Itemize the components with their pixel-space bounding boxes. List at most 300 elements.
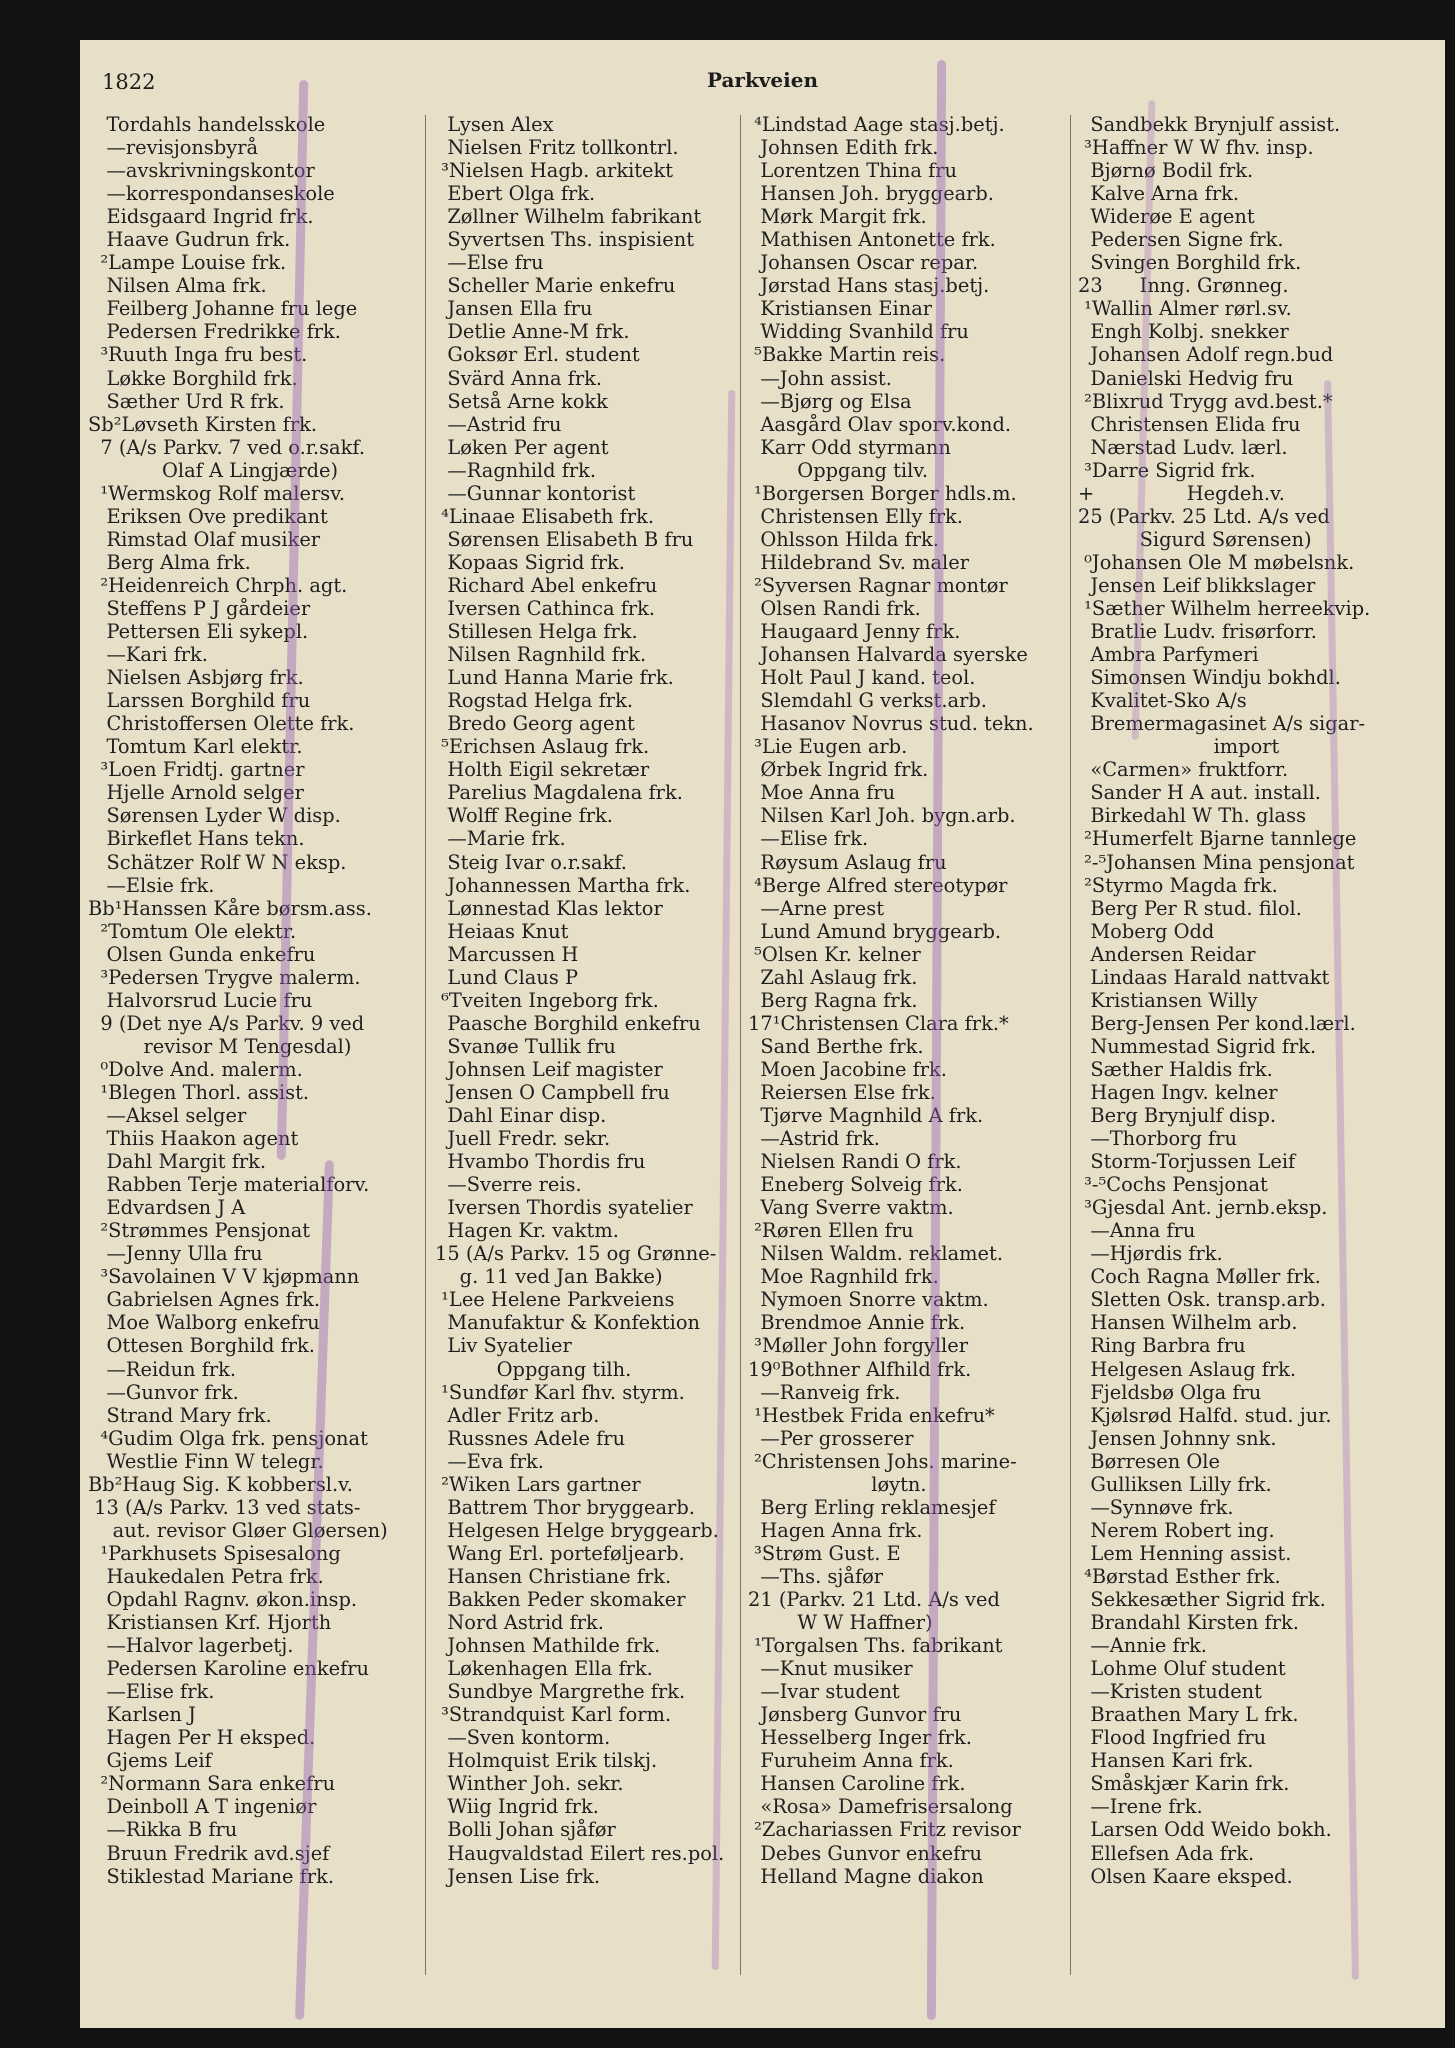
listing-line: Sørensen Lyder W disp. [88, 804, 341, 828]
listing-line: Sigurd Sørensen) [1078, 527, 1312, 551]
listing-line: Bruun Fredrik avd.sjef [88, 1841, 330, 1865]
listing-line: Helland Magne diakon [748, 1864, 984, 1888]
listing-line: Berg Brynjulf disp. [1078, 1104, 1277, 1128]
listing-line: Nerem Robert ing. [1078, 1518, 1275, 1542]
listing-line: Berg-Jensen Per kond.lærl. [1078, 1011, 1356, 1035]
listing-line: Fjeldsbø Olga fru [1078, 1380, 1262, 1404]
listing-line: Strand Mary frk. [88, 1403, 272, 1427]
listing-line: Scheller Marie enkefru [435, 274, 676, 298]
listing-line: —Gunnar kontorist [435, 481, 636, 505]
listing-line: Parelius Magdalena frk. [435, 781, 683, 805]
listing-line: Nielsen Asbjørg frk. [88, 666, 304, 690]
listing-line: Helgesen Aslaug frk. [1078, 1357, 1297, 1381]
listing-line: Løkenhagen Ella frk. [435, 1657, 653, 1681]
listing-line: 25 (Parkv. 25 Ltd. A/s ved [1078, 504, 1330, 528]
listing-line: Ebert Olga frk. [435, 182, 596, 206]
listing-line: —Kari frk. [88, 643, 208, 667]
listing-line: Jensen O Campbell fru [435, 1080, 670, 1104]
listing-line: ³-⁵Cochs Pensjonat [1078, 1173, 1268, 1197]
listing-line: 13 (A/s Parkv. 13 ved stats- [88, 1495, 361, 1519]
listing-line: løytn. [748, 1472, 927, 1496]
listing-line: Juell Fredr. sekr. [435, 1127, 611, 1151]
listing-line: —Ranveig frk. [748, 1380, 901, 1404]
listing-line: —Rikka B fru [88, 1818, 238, 1842]
listing-line: Svingen Borghild frk. [1078, 251, 1302, 275]
listing-line: Larssen Borghild fru [88, 689, 311, 713]
listing-line: Sæther Haldis frk. [1078, 1057, 1273, 1081]
listing-line: Jørstad Hans stasj.betj. [748, 274, 990, 298]
listing-line: —Sven kontorm. [435, 1726, 611, 1750]
listing-line: ²Strømmes Pensjonat [88, 1219, 311, 1243]
listing-line: Christensen Elly frk. [748, 504, 963, 528]
listing-line: Russnes Adele fru [435, 1426, 626, 1450]
listing-line: —Kristen student [1078, 1680, 1262, 1704]
listing-line: —Anna fru [1078, 1219, 1196, 1243]
column-divider [1070, 115, 1071, 1975]
listing-line: Haugvaldstad Eilert res.pol. [435, 1841, 725, 1865]
listing-line: ⁵Erichsen Aslaug frk. [435, 735, 650, 759]
listing-line: Børresen Ole [1078, 1449, 1220, 1473]
listing-line: —Eva frk. [435, 1449, 544, 1473]
listing-line: ²Blixrud Trygg avd.best.* [1078, 389, 1333, 413]
listing-line: ²Syversen Ragnar montør [748, 573, 1008, 597]
listing-line: Nilsen Waldm. reklamet. [748, 1242, 1003, 1266]
listing-line: import [1078, 735, 1280, 759]
directory-column-3 [748, 113, 1068, 1888]
listing-line: Bakken Peder skomaker [435, 1588, 686, 1611]
listing-line: Rogstad Helga frk. [435, 689, 633, 713]
listing-line: —Annie frk. [1078, 1634, 1207, 1658]
listing-line: Coch Ragna Møller frk. [1078, 1265, 1321, 1289]
listing-line: ¹Sundfør Karl fhv. styrm. [435, 1380, 685, 1404]
listing-line: ¹Parkhusets Spisesalong [88, 1541, 341, 1565]
listing-line: Paasche Borghild enkefru [435, 1011, 701, 1035]
listing-line: Manufaktur & Konfektion [435, 1311, 701, 1335]
listing-line: Moen Jacobine frk. [748, 1057, 947, 1081]
listing-line: ³Pedersen Trygve malerm. [88, 965, 361, 989]
listing-line: Wang Erl. porteføljearb. [435, 1541, 685, 1565]
listing-line: ²-⁵Johansen Mina pensjonat [1078, 850, 1355, 874]
listing-line: Birkeflet Hans tekn. [88, 827, 305, 851]
listing-line: Nilsen Karl Joh. bygn.arb. [748, 804, 1016, 828]
listing-line: —korrespondanseskole [88, 182, 335, 206]
listing-line: Sander H A aut. install. [1078, 781, 1321, 805]
listing-line: ³Savolainen V V kjøpmann [88, 1265, 360, 1289]
listing-line: Bredo Georg agent [435, 712, 635, 736]
listing-line: Hagen Anna frk. [748, 1518, 923, 1542]
listing-line: Nummestad Sigrid frk. [1078, 1034, 1317, 1058]
listing-line: Edvardsen J A [88, 1196, 246, 1220]
listing-line: Steffens P J gårdeier [88, 596, 311, 620]
listing-line: Flood Ingfried fru [1078, 1726, 1267, 1750]
listing-line: Nærstad Ludv. lærl. [1078, 435, 1288, 459]
listing-line: Mørk Margit frk. [748, 205, 927, 229]
listing-line: ¹Lee Helene Parkveiens [435, 1288, 675, 1312]
listing-line: Sundbye Margrethe frk. [435, 1680, 686, 1704]
listing-line: Røysum Aslaug fru [748, 850, 947, 874]
listing-line: Svärd Anna frk. [435, 366, 603, 390]
listing-line: + Hegdeh.v. [1078, 481, 1285, 505]
listing-line: Haukedalen Petra frk. [88, 1564, 324, 1588]
listing-line: Marcussen H [435, 942, 579, 966]
listing-line: Berg Per R stud. filol. [1078, 896, 1302, 920]
listing-line: Lund Amund bryggearb. [748, 919, 1002, 943]
listing-line: Gabrielsen Agnes frk. [88, 1288, 321, 1312]
listing-line: ¹Sæther Wilhelm herreekvip. [1078, 596, 1371, 620]
listing-line: Sørensen Elisabeth B fru [435, 527, 694, 551]
listing-line: Hildebrand Sv. maler [748, 550, 969, 574]
listing-line: ⁴Lindstad Aage stasj.betj. [748, 113, 1005, 136]
listing-line: Karlsen J [88, 1703, 196, 1727]
listing-line: Opdahl Ragnv. økon.insp. [88, 1588, 358, 1611]
listing-line: —Synnøve frk. [1078, 1495, 1234, 1519]
listing-line: —Aksel selger [88, 1104, 247, 1128]
listing-line: ⁴Gudim Olga frk. pensjonat [88, 1426, 368, 1450]
listing-line: Nielsen Fritz tollkontrl. [435, 136, 679, 160]
listing-line: —Thorborg fru [1078, 1127, 1237, 1151]
listing-line: Jensen Lise frk. [435, 1864, 601, 1888]
listing-line: Gulliksen Lilly frk. [1078, 1472, 1272, 1496]
listing-line: Svanøe Tullik fru [435, 1034, 616, 1058]
listing-line: ²Røren Ellen fru [748, 1219, 914, 1243]
listing-line: ²Wiken Lars gartner [435, 1472, 641, 1496]
listing-line: Berg Alma frk. [88, 550, 251, 574]
listing-line: 9 (Det nye A/s Parkv. 9 ved [88, 1011, 365, 1035]
listing-line: «Carmen» fruktforr. [1078, 758, 1289, 782]
listing-line: Olsen Kaare eksped. [1078, 1864, 1293, 1888]
listing-line: Lund Claus P [435, 965, 579, 989]
listing-line: Liv Syatelier [435, 1334, 572, 1358]
listing-line: Hagen Ingv. kelner [1078, 1080, 1278, 1104]
listing-line: Aasgård Olav sporv.kond. [748, 412, 1012, 436]
listing-line: Richard Abel enkefru [435, 573, 658, 597]
listing-line: ²Heidenreich Chrph. agt. [88, 573, 348, 597]
listing-line: Christensen Elida fru [1078, 412, 1301, 436]
listing-line: Lund Hanna Marie frk. [435, 666, 674, 690]
listing-line: Holth Eigil sekretær [435, 758, 650, 782]
listing-line: ¹Borgersen Borger hdls.m. [748, 481, 1017, 505]
listing-line: Zahl Aslaug frk. [748, 965, 918, 989]
listing-line: Reiersen Else frk. [748, 1080, 936, 1104]
listing-line: Bratlie Ludv. frisørforr. [1078, 620, 1317, 644]
listing-line: Nilsen Ragnhild frk. [435, 643, 647, 667]
listing-line: Ambra Parfymeri [1078, 643, 1259, 667]
listing-line: ²Lampe Louise frk. [88, 251, 287, 275]
listing-line: ¹Wallin Almer rørl.sv. [1078, 297, 1292, 321]
listing-line: Kalve Arna frk. [1078, 182, 1240, 206]
listing-line: Deinboll A T ingeniør [88, 1795, 317, 1819]
listing-line: Widding Svanhild fru [748, 320, 969, 344]
listing-line: Zøllner Wilhelm fabrikant [435, 205, 702, 229]
listing-line: Nielsen Randi O frk. [748, 1150, 962, 1174]
page-number: 1822 [102, 70, 156, 94]
listing-line: Sand Berthe frk. [748, 1034, 924, 1058]
listing-line: —Elise frk. [88, 1680, 215, 1704]
listing-line: ³Møller John forgyller [748, 1334, 969, 1358]
listing-line: Johnsen Edith frk. [748, 136, 939, 160]
listing-line: ²Normann Sara enkefru [88, 1772, 336, 1796]
listing-line: Birkedahl W Th. glass [1078, 804, 1307, 828]
listing-line: Andersen Reidar [1078, 942, 1256, 966]
listing-line: Holmquist Erik tilskj. [435, 1749, 658, 1773]
listing-line: Helgesen Helge bryggearb. [435, 1518, 719, 1542]
listing-line: Pettersen Eli sykepl. [88, 620, 309, 644]
listing-line: Sandbekk Brynjulf assist. [1078, 113, 1341, 136]
listing-line: Gjems Leif [88, 1749, 212, 1773]
listing-line: Lindaas Harald nattvakt [1078, 965, 1330, 989]
listing-line: Larsen Odd Weido bokh. [1078, 1818, 1332, 1842]
listing-line: Debes Gunvor enkefru [748, 1841, 983, 1865]
listing-line: Kopaas Sigrid frk. [435, 550, 625, 574]
listing-line: —Halvor lagerbetj. [88, 1634, 294, 1658]
listing-line: aut. revisor Gløer Gløersen) [88, 1518, 388, 1542]
listing-line: Hasanov Novrus stud. tekn. [748, 712, 1034, 736]
listing-line: Lorentzen Thina fru [748, 159, 958, 183]
listing-line: ⁴Linaae Elisabeth frk. [435, 504, 655, 528]
listing-line: Bb¹Hanssen Kåre børsm.ass. [88, 896, 372, 920]
listing-line: Haave Gudrun frk. [88, 228, 291, 252]
listing-line: Kristiansen Willy [1078, 988, 1258, 1012]
listing-line: Karr Odd styrmann [748, 435, 951, 459]
listing-line: 19⁰Bothner Alfhild frk. [748, 1357, 972, 1381]
listing-line: —Bjørg og Elsa [748, 389, 912, 413]
listing-line: —revisjonsbyrå [88, 136, 259, 160]
listing-line: ²Styrmo Magda frk. [1078, 873, 1278, 897]
listing-line: Hvambo Thordis fru [435, 1150, 646, 1174]
listing-line: ⁰Dolve And. malerm. [88, 1057, 303, 1081]
listing-line: —Jenny Ulla fru [88, 1242, 263, 1266]
listing-line: Johansen Oscar repar. [748, 251, 979, 275]
listing-line: Moe Anna fru [748, 781, 896, 805]
listing-line: ³Loen Fridtj. gartner [88, 758, 305, 782]
listing-line: Christoffersen Olette frk. [88, 712, 355, 736]
listing-line: Bremermagasinet A/s sigar- [1078, 712, 1366, 736]
listing-line: Furuheim Anna frk. [748, 1749, 954, 1773]
listing-line: Winther Joh. sekr. [435, 1772, 624, 1796]
listing-line: ³Gjesdal Ant. jernb.eksp. [1078, 1196, 1328, 1220]
listing-line: Iversen Thordis syatelier [435, 1196, 693, 1220]
listing-line: —Ragnhild frk. [435, 458, 597, 482]
listing-line: Ørbek Ingrid frk. [748, 758, 929, 782]
listing-line: Eriksen Ove predikant [88, 504, 328, 528]
directory-column-4 [1078, 113, 1438, 1888]
column-divider [425, 115, 426, 1975]
listing-line: ¹Hestbek Frida enkefru* [748, 1403, 995, 1427]
listing-line: Hansen Christiane frk. [435, 1564, 672, 1588]
listing-line: revisor M Tengesdal) [88, 1034, 352, 1058]
listing-line: Iversen Cathinca frk. [435, 596, 656, 620]
listing-line: —Ths. sjåfør [748, 1564, 884, 1588]
listing-line: Stillesen Helga frk. [435, 620, 638, 644]
listing-line: Brendmoe Annie frk. [748, 1311, 966, 1335]
listing-line: W W Haffner) [748, 1611, 933, 1635]
listing-line: —Elise frk. [748, 827, 869, 851]
listing-line: Simonsen Windju bokhdl. [1078, 666, 1341, 690]
listing-line: Schätzer Rolf W N eksp. [88, 850, 347, 874]
listing-line: Dahl Margit frk. [88, 1150, 267, 1174]
listing-line: ²Christensen Johs. marine- [748, 1449, 1017, 1473]
listing-line: Stiklestad Mariane frk. [88, 1864, 335, 1888]
listing-line: ³Darre Sigrid frk. [1078, 458, 1256, 482]
listing-line: Syvertsen Ths. inspisient [435, 228, 694, 252]
listing-line: Kjølsrød Halfd. stud. jur. [1078, 1403, 1332, 1427]
listing-line: Bjørnø Bodil frk. [1078, 159, 1254, 183]
listing-line: ³Haffner W W fhv. insp. [1078, 136, 1314, 160]
listing-line: Tordahls handelsskole [88, 113, 326, 136]
listing-line: Tjørve Magnhild A frk. [748, 1104, 984, 1128]
listing-line: Eidsgaard Ingrid frk. [88, 205, 314, 229]
listing-line: Moberg Odd [1078, 919, 1215, 943]
listing-line: ³Lie Eugen arb. [748, 735, 908, 759]
listing-line: —Per grosserer [748, 1426, 914, 1450]
listing-line: «Rosa» Damefrisersalong [748, 1795, 1013, 1819]
listing-line: ³Nielsen Hagb. arkitekt [435, 159, 674, 183]
listing-line: Goksør Erl. student [435, 343, 640, 367]
listing-line: Kristiansen Einar [748, 297, 933, 321]
listing-line: ⁴Berge Alfred stereotypør [748, 873, 1008, 897]
listing-line: Jønsberg Gunvor fru [748, 1703, 962, 1727]
listing-line: ⁵Olsen Kr. kelner [748, 942, 921, 966]
listing-line: Eneberg Solveig frk. [748, 1173, 963, 1197]
listing-line: Storm-Torjussen Leif [1078, 1150, 1296, 1174]
listing-line: Ellefsen Ada frk. [1078, 1841, 1255, 1865]
listing-line: g. 11 ved Jan Bakke) [435, 1265, 663, 1289]
listing-line: ¹Torgalsen Ths. fabrikant [748, 1634, 1003, 1658]
listing-line: Hansen Kari frk. [1078, 1749, 1254, 1773]
listing-line: Heiaas Knut [435, 919, 569, 943]
listing-line: ³Ruuth Inga fru best. [88, 343, 308, 367]
listing-line: Olaf A Lingjærde) [88, 458, 339, 482]
listing-line: Lohme Oluf student [1078, 1657, 1286, 1681]
listing-line: —Astrid fru [435, 412, 562, 436]
listing-line: ³Strandquist Karl form. [435, 1703, 672, 1727]
listing-line: Berg Erling reklamesjef [748, 1495, 996, 1519]
listing-line: —Knut musiker [748, 1657, 913, 1681]
listing-line: —Hjørdis frk. [1078, 1242, 1223, 1266]
listing-line: —Ivar student [748, 1680, 900, 1704]
listing-line: Johansen Adolf regn.bud [1078, 343, 1334, 367]
listing-line: Sæther Urd R frk. [88, 389, 285, 413]
listing-line: Sb²Løvseth Kirsten frk. [88, 412, 318, 436]
listing-line: Jensen Johnny snk. [1078, 1426, 1277, 1450]
listing-line: ²Zachariassen Fritz revisor [748, 1818, 1021, 1842]
listing-line: 17¹Christensen Clara frk.* [748, 1011, 1009, 1035]
listing-line: —Irene frk. [1078, 1795, 1203, 1819]
listing-line: Johnsen Mathilde frk. [435, 1634, 661, 1658]
listing-line: —John assist. [748, 366, 892, 390]
listing-line: Sekkesæther Sigrid frk. [1078, 1588, 1326, 1611]
listing-line: Nilsen Alma frk. [88, 274, 267, 298]
listing-line: Lem Henning assist. [1078, 1541, 1292, 1565]
listing-line: —Gunvor frk. [88, 1380, 239, 1404]
listing-line: Hagen Per H eksped. [88, 1726, 316, 1750]
listing-line: Bolli Johan sjåfør [435, 1818, 616, 1842]
listing-line: —Reidun frk. [88, 1357, 237, 1381]
listing-line: Lønnestad Klas lektor [435, 896, 663, 920]
listing-line: Rimstad Olaf musiker [88, 527, 321, 551]
listing-line: ⁶Tveiten Ingeborg frk. [435, 988, 659, 1012]
listing-line: Moe Ragnhild frk. [748, 1265, 939, 1289]
listing-line: Vang Sverre vaktm. [748, 1196, 954, 1220]
listing-line: ³Strøm Gust. E [748, 1541, 901, 1565]
listing-line: 23 Inng. Grønneg. [1078, 274, 1289, 298]
listing-line: Rabben Terje materialforv. [88, 1173, 370, 1197]
listing-line: Widerøe E agent [1078, 205, 1255, 229]
listing-line: —Astrid frk. [748, 1127, 880, 1151]
listing-line: Slemdahl G verkst.arb. [748, 689, 987, 713]
listing-line: Hagen Kr. vaktm. [435, 1219, 619, 1243]
listing-line: Pedersen Signe frk. [1078, 228, 1284, 252]
listing-line: Danielski Hedvig fru [1078, 366, 1294, 390]
listing-line: —Sverre reis. [435, 1173, 582, 1197]
listing-line: Detlie Anne-M frk. [435, 320, 630, 344]
listing-line: Hansen Caroline frk. [748, 1772, 966, 1796]
listing-line: Haugaard Jenny frk. [748, 620, 961, 644]
listing-line: —Else fru [435, 251, 544, 275]
listing-line: ²Tomtum Ole elektr. [88, 919, 297, 943]
listing-line: Løken Per agent [435, 435, 609, 459]
listing-line: Lysen Alex [435, 113, 554, 136]
listing-line: ⁵Bakke Martin reis. [748, 343, 946, 367]
listing-line: Ottesen Borghild frk. [88, 1334, 315, 1358]
listing-line: ²Humerfelt Bjarne tannlege [1078, 827, 1357, 851]
listing-line: Oppgang tilh. [435, 1357, 632, 1381]
listing-line: 21 (Parkv. 21 Ltd. A/s ved [748, 1588, 1000, 1611]
listing-line: Braathen Mary L frk. [1078, 1703, 1299, 1727]
listing-line: —Marie frk. [435, 827, 566, 851]
listing-line: Moe Walborg enkefru [88, 1311, 320, 1335]
listing-line: Nord Astrid frk. [435, 1611, 604, 1635]
listing-line: Brandahl Kirsten frk. [1078, 1611, 1299, 1635]
listing-line: Kristiansen Krf. Hjorth [88, 1611, 332, 1635]
listing-line: ¹Blegen Thorl. assist. [88, 1080, 310, 1104]
listing-line: Olsen Randi frk. [748, 596, 921, 620]
listing-line: 7 (A/s Parkv. 7 ved o.r.sakf. [88, 435, 365, 459]
listing-line: Ohlsson Hilda frk. [748, 527, 939, 551]
listing-line: Johannessen Martha frk. [435, 873, 691, 897]
listing-line: Hjelle Arnold selger [88, 781, 304, 805]
listing-line: Holt Paul J kand. teol. [748, 666, 976, 690]
listing-line: Wolff Regine frk. [435, 804, 613, 828]
listing-line: Halvorsrud Lucie fru [88, 988, 313, 1012]
listing-line: Setså Arne kokk [435, 389, 608, 413]
listing-line: —Elsie frk. [88, 873, 215, 897]
listing-line: Steig Ivar o.r.sakf. [435, 850, 627, 874]
listing-line: Johnsen Leif magister [435, 1057, 663, 1081]
listing-line: Småskjær Karin frk. [1078, 1772, 1290, 1796]
listing-line: Adler Fritz arb. [435, 1403, 600, 1427]
listing-line: Wiig Ingrid frk. [435, 1795, 599, 1819]
listing-line: Ring Barbra fru [1078, 1334, 1246, 1358]
listing-line: Kvalitet-Sko A/s [1078, 689, 1247, 713]
listing-line: Berg Ragna frk. [748, 988, 918, 1012]
listing-line: Tomtum Karl elektr. [88, 735, 303, 759]
listing-line: Engh Kolbj. snekker [1078, 320, 1289, 344]
page-title: Parkveien [706, 68, 819, 92]
listing-line: Jensen Leif blikkslager [1078, 573, 1316, 597]
listing-line: Feilberg Johanne fru lege [88, 297, 358, 321]
listing-line: Pedersen Fredrikke frk. [88, 320, 341, 344]
listing-line: —Arne prest [748, 896, 885, 920]
listing-line: Dahl Einar disp. [435, 1104, 607, 1128]
directory-column-2 [435, 113, 755, 1888]
listing-line: Mathisen Antonette frk. [748, 228, 996, 252]
listing-line: Hansen Wilhelm arb. [1078, 1311, 1298, 1335]
listing-line: Pedersen Karoline enkefru [88, 1657, 370, 1681]
listing-line: Hesselberg Inger frk. [748, 1726, 972, 1750]
directory-column-1 [88, 113, 418, 1888]
listing-line: ¹Wermskog Rolf malersv. [88, 481, 346, 505]
